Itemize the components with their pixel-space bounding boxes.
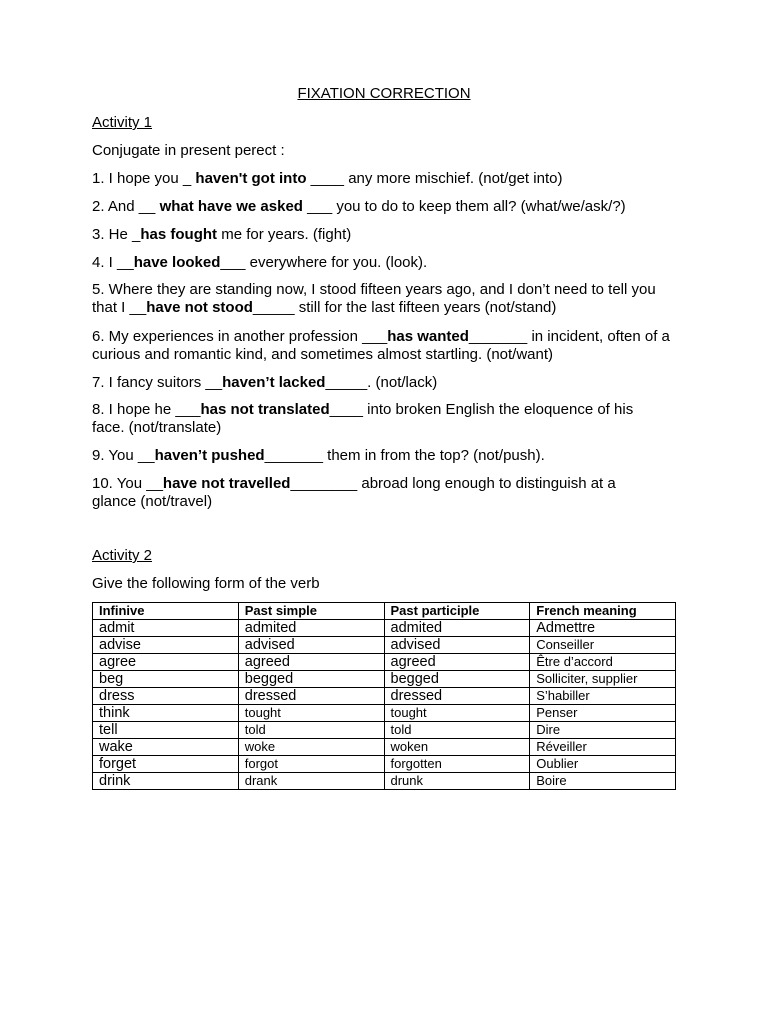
cell-infinitive: drink — [93, 773, 239, 790]
answer: have not stood — [146, 299, 253, 316]
cell-infinitive: advise — [93, 637, 239, 654]
cell-french-meaning: Penser — [530, 705, 676, 722]
header-infinitive: Infinive — [93, 603, 239, 620]
cell-past-simple: told — [238, 722, 384, 739]
cell-past-simple: agreed — [238, 654, 384, 671]
cell-french-meaning: Solliciter, supplier — [530, 671, 676, 688]
answer: has not translated — [200, 401, 330, 418]
cell-french-meaning: Dire — [530, 722, 676, 739]
exercise-item-5: 5. Where they are standing now, I stood fifteen years ago, and I don’t need to tell you that I __have not stood_____ still for the last fifteen years (not/stand) — [92, 281, 656, 316]
cell-infinitive: admit — [93, 620, 239, 637]
cell-past-simple: tought — [238, 705, 384, 722]
header-french-meaning: French meaning — [530, 603, 676, 620]
table-row — [93, 620, 676, 637]
verb-forms-table — [92, 602, 676, 790]
cell-past-participle: woken — [384, 739, 530, 756]
cell-past-participle: dressed — [384, 688, 530, 705]
cell-french-meaning: Être d’accord — [530, 654, 676, 671]
exercise-item-3: 3. He _has fought me for years. (fight) — [92, 226, 352, 243]
cell-past-participle: begged — [384, 671, 530, 688]
cell-french-meaning: Admettre — [530, 620, 676, 637]
page-title: FIXATION CORRECTION — [297, 85, 471, 102]
exercise-item-2: 2. And __ what have we asked ___ you to do to keep them all? (what/we/ask/?) — [92, 198, 626, 215]
table-row — [93, 739, 676, 756]
cell-past-participle: told — [384, 722, 530, 739]
cell-past-simple: dressed — [238, 688, 384, 705]
exercise-item-8: 8. I hope he ___has not translated____ into broken English the eloquence of his face. (not/translate) — [92, 401, 634, 436]
exercise-item-6: 6. My experiences in another profession ___has wanted_______ in incident, often of a curious and romantic kind, and sometimes almost startling. (not/want) — [92, 328, 670, 363]
answer: haven't got into — [195, 170, 307, 187]
table-header-row — [93, 603, 676, 620]
exercise-item-10: 10. You __have not travelled________ abroad long enough to distinguish at a glance (not/travel) — [92, 475, 616, 510]
cell-french-meaning: Conseiller — [530, 637, 676, 654]
cell-past-participle: forgotten — [384, 756, 530, 773]
cell-past-simple: drank — [238, 773, 384, 790]
cell-french-meaning: S’habiller — [530, 688, 676, 705]
table-row — [93, 722, 676, 739]
cell-infinitive: tell — [93, 722, 239, 739]
header-past-participle: Past participle — [384, 603, 530, 620]
activity2-heading: Activity 2 — [92, 547, 153, 564]
answer: haven’t pushed — [154, 447, 265, 464]
cell-infinitive: dress — [93, 688, 239, 705]
exercise-item-9: 9. You __haven’t pushed_______ them in from the top? (not/push). — [92, 447, 545, 464]
cell-french-meaning: Boire — [530, 773, 676, 790]
table-row — [93, 756, 676, 773]
table-row — [93, 773, 676, 790]
answer: has wanted — [387, 328, 469, 345]
answer: has fought — [140, 226, 218, 243]
cell-infinitive: think — [93, 705, 239, 722]
table-row — [93, 654, 676, 671]
cell-past-simple: advised — [238, 637, 384, 654]
header-past-simple: Past simple — [238, 603, 384, 620]
exercise-item-4: 4. I __have looked___ everywhere for you. (look). — [92, 254, 428, 271]
answer: have looked — [133, 254, 221, 271]
cell-infinitive: forget — [93, 756, 239, 773]
cell-past-simple: woke — [238, 739, 384, 756]
table-row — [93, 688, 676, 705]
activity2-instruction: Give the following form of the verb — [92, 575, 320, 592]
table-row — [93, 671, 676, 688]
table-row — [93, 705, 676, 722]
cell-past-simple: admited — [238, 620, 384, 637]
cell-infinitive: beg — [93, 671, 239, 688]
activity1-instruction: Conjugate in present perect : — [92, 142, 285, 159]
cell-past-participle: advised — [384, 637, 530, 654]
cell-past-participle: drunk — [384, 773, 530, 790]
answer: what have we asked — [159, 198, 303, 215]
cell-past-simple: begged — [238, 671, 384, 688]
activity1-heading: Activity 1 — [92, 114, 153, 131]
cell-past-participle: agreed — [384, 654, 530, 671]
cell-past-participle: tought — [384, 705, 530, 722]
cell-french-meaning: Réveiller — [530, 739, 676, 756]
cell-infinitive: wake — [93, 739, 239, 756]
cell-french-meaning: Oublier — [530, 756, 676, 773]
exercise-item-1: 1. I hope you _ haven't got into ____ any more mischief. (not/get into) — [92, 170, 563, 187]
answer: haven’t lacked — [222, 374, 326, 391]
cell-past-simple: forgot — [238, 756, 384, 773]
exercise-item-7: 7. I fancy suitors __haven’t lacked_____. (not/lack) — [92, 374, 438, 391]
cell-past-participle: admited — [384, 620, 530, 637]
answer: have not travelled — [162, 475, 291, 492]
table-row — [93, 637, 676, 654]
cell-infinitive: agree — [93, 654, 239, 671]
